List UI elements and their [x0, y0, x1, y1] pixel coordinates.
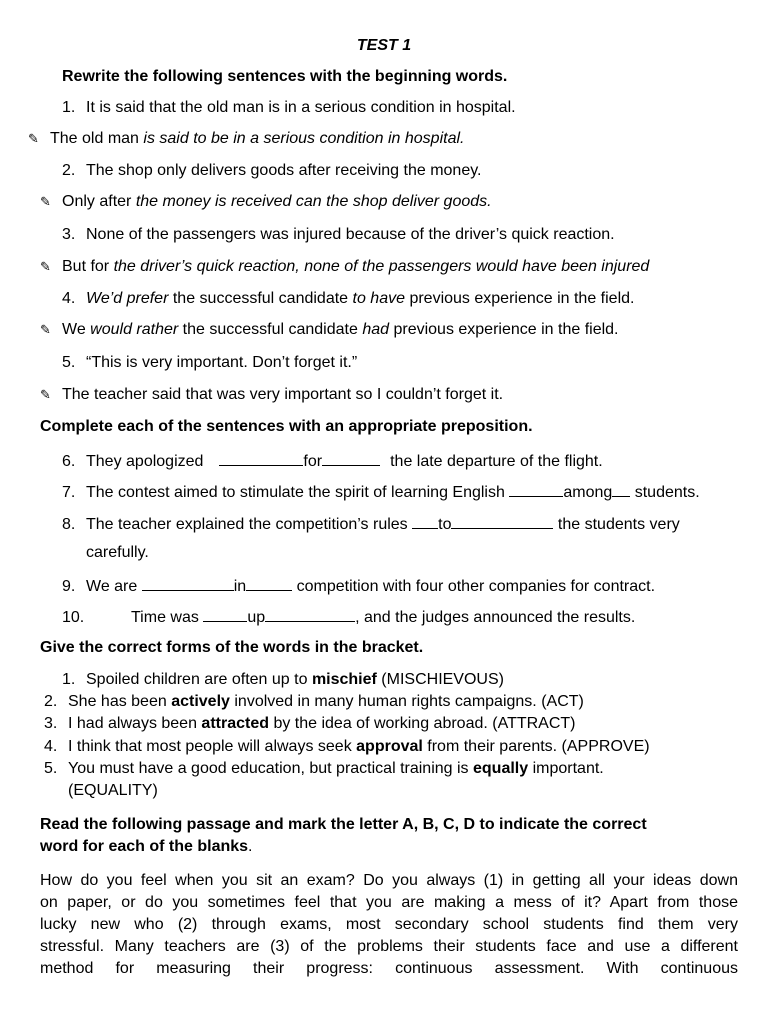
blank-line	[219, 449, 303, 466]
answer-text: for	[303, 453, 323, 470]
blank-line	[509, 480, 563, 497]
blank-line	[246, 574, 292, 591]
answer-text: in	[233, 578, 247, 595]
passage-line: stressful. Many teachers are (3) of the problems their students face and use a different	[40, 938, 738, 955]
answer-text: up	[247, 609, 266, 626]
word-form-1: 1. Spoiled children are often up to mischief (MISCHIEVOUS)	[62, 671, 504, 688]
passage-line: lucky new who (2) through exams, most secondary school students find them very	[40, 916, 738, 933]
fill-blank-9: 9. We are in competition with four other companies for contract.	[62, 574, 655, 597]
answer-4: ✎ We would rather the successful candidate had previous experience in the field.	[40, 320, 618, 341]
passage-line: method for measuring their progress: continuous assessment. With continuous	[40, 960, 738, 977]
word-form-2: 2. She has been actively involved in many human rights campaigns. (ACT)	[44, 693, 584, 710]
passage-line: on paper, or do you sometimes feel that you are making a mess of it? Apart from those	[40, 894, 738, 911]
fill-blank-8: 8. The teacher explained the competition’s rules to the students very	[62, 512, 680, 535]
question-1: 1. It is said that the old man is in a serious condition in hospital.	[62, 99, 516, 116]
fill-blank-10: 10. Time was up , and the judges announced the results.	[62, 605, 635, 628]
pencil-icon: ✎	[40, 323, 51, 338]
section1-heading: Rewrite the following sentences with the beginning words.	[62, 68, 508, 85]
answer-5: ✎ The teacher said that was very important so I couldn’t forget it.	[40, 385, 503, 406]
pencil-icon: ✎	[28, 132, 39, 147]
fill-blank-6: 6. They apologized for the late departure of the flight.	[62, 449, 603, 472]
fill-blank-7: 7. The contest aimed to stimulate the spirit of learning English among students.	[62, 480, 700, 503]
question-5: 5. “This is very important. Don’t forget it.”	[62, 354, 358, 371]
pencil-icon: ✎	[40, 195, 51, 210]
word-form-5-continued: (EQUALITY)	[68, 782, 158, 799]
question-3: 3. None of the passengers was injured because of the driver’s quick reaction.	[62, 226, 615, 243]
question-4: 4. We’d prefer the successful candidate to have previous experience in the field.	[62, 290, 635, 307]
page-title: TEST 1	[356, 37, 412, 54]
blank-line	[322, 449, 380, 466]
section2-heading: Complete each of the sentences with an appropriate preposition.	[40, 418, 533, 435]
passage-line: How do you feel when you sit an exam? Do you always (1) in getting all your ideas down	[40, 872, 738, 889]
answer-1: ✎ The old man is said to be in a serious condition in hospital.	[28, 129, 464, 150]
blank-line	[451, 512, 553, 529]
blank-line	[612, 480, 630, 497]
word-form-5: 5. You must have a good education, but practical training is equally important.	[44, 760, 604, 777]
word-form-4: 4. I think that most people will always seek approval from their parents. (APPROVE)	[44, 738, 650, 755]
blank-line	[265, 605, 355, 622]
section3-heading: Give the correct forms of the words in the bracket.	[40, 639, 424, 656]
blank-line	[412, 512, 438, 529]
section4-heading-line1: Read the following passage and mark the letter A, B, C, D to indicate the correct	[40, 816, 647, 833]
fill-blank-8-continued: carefully.	[86, 544, 149, 561]
section4-heading-line2: word for each of the blanks.	[40, 838, 253, 855]
answer-text: among	[563, 484, 613, 501]
answer-3: ✎ But for the driver’s quick reaction, none of the passengers would have been injured	[40, 257, 649, 278]
pencil-icon: ✎	[40, 388, 51, 403]
blank-line	[142, 574, 234, 591]
question-2: 2. The shop only delivers goods after receiving the money.	[62, 162, 482, 179]
blank-line	[203, 605, 247, 622]
answer-2: ✎ Only after the money is received can the shop deliver goods.	[40, 192, 492, 213]
word-form-3: 3. I had always been attracted by the idea of working abroad. (ATTRACT)	[44, 715, 576, 732]
answer-text: to	[438, 516, 452, 533]
pencil-icon: ✎	[40, 260, 51, 275]
